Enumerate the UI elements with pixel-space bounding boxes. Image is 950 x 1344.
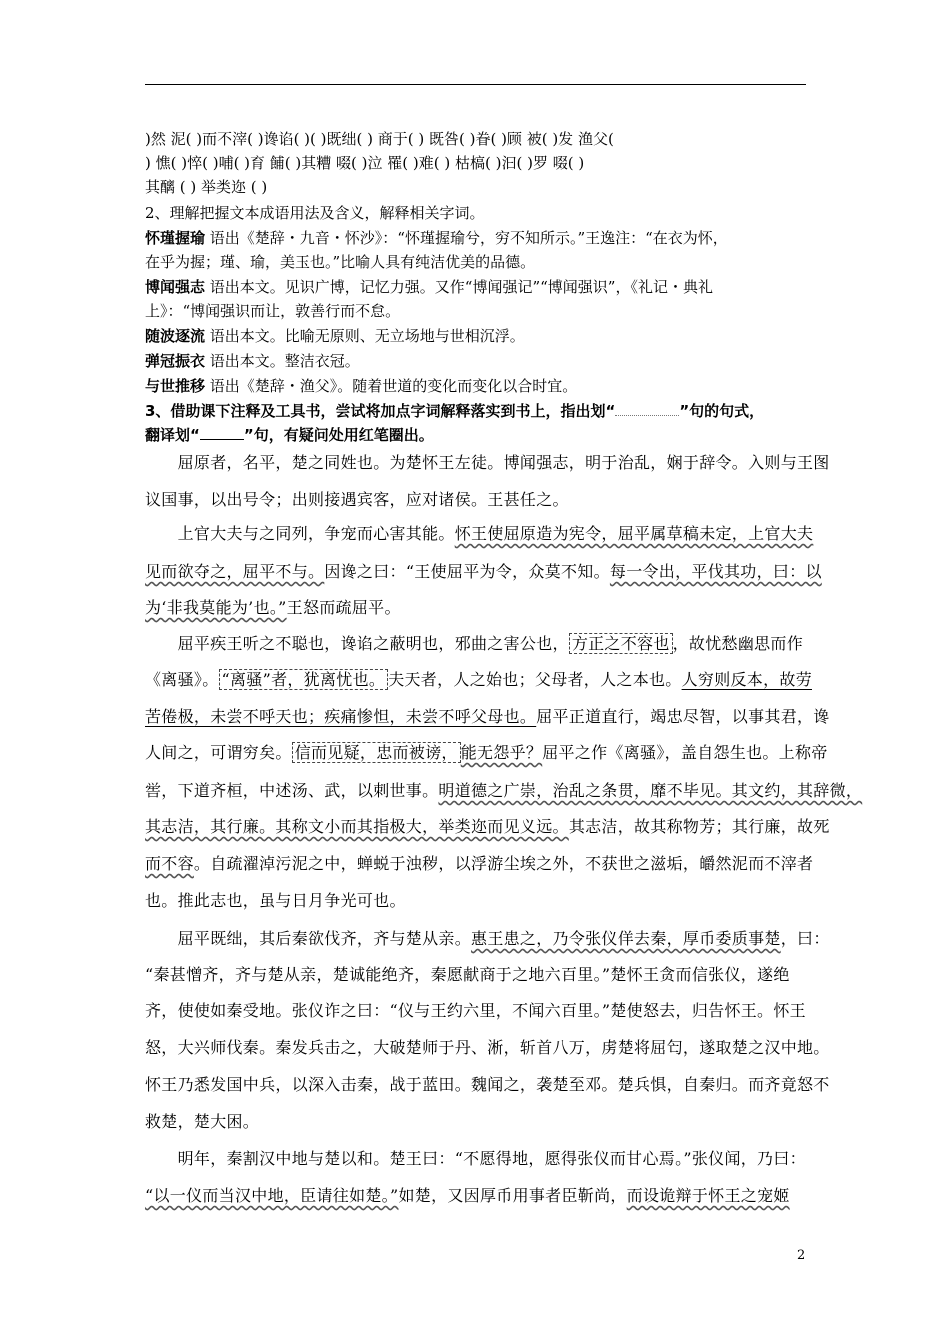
p3-text: 喾，下道齐桓，中述汤、武，以刺世事。 — [145, 781, 439, 800]
idiom-text: 语出《楚辞・九音・怀沙》：“怀瑾握瑜兮，穷不知所示。”王逸注：“在衣为怀， — [205, 229, 728, 247]
p4-text: 屈平既绌，其后秦欲伐齐，齐与楚从亲。 — [145, 929, 472, 948]
p4-line-5: 怀王乃悉发国中兵，以深入击秦，战于蓝田。魏闻之，袭楚至邓。楚兵惧，自秦归。而齐竟怒不 — [145, 1075, 830, 1094]
p3-text: 屈平正道直行，竭忠尽智，以事其君，谗 — [536, 707, 830, 726]
idiom-1 — [145, 227, 728, 249]
idiom-3 — [145, 325, 525, 347]
p3-line-5 — [145, 779, 862, 803]
idiom-term: 与世推移 — [145, 377, 206, 395]
idiom-4 — [145, 350, 360, 372]
p3-boxed: “离骚”者，犹离忧也。 — [219, 669, 389, 690]
p3-text: 夫天者，人之始也；父母者，人之本也。 — [388, 670, 682, 689]
idiom-text: 语出《楚辞・渔父》。随着世道的变化而变化以合时宜。 — [205, 377, 578, 395]
p4-line-2: “秦甚憎齐，齐与楚从亲，楚诚能绝齐，秦愿献商于之地六百里。”楚怀王贪而信张仪，遂绝 — [145, 965, 790, 984]
p2-line-1 — [145, 522, 813, 546]
solid-blank — [200, 425, 244, 440]
p3-line-7 — [145, 852, 813, 876]
p3-line-3 — [145, 705, 830, 729]
vocab-line-1: )然 泥( )而不滓( )谗谄( )( )既绌( ) 商于( ) 既咎( )眷( )顾 被( )发 渔父( — [145, 130, 614, 148]
idiom-1-cont — [145, 251, 535, 273]
idiom-text: 语出本文。整洁衣冠。 — [205, 352, 360, 370]
section3-line-1 — [145, 400, 764, 422]
p3-text: 人间之，可谓穷矣。 — [145, 743, 292, 762]
p4-line-6: 救楚，楚大困。 — [145, 1112, 260, 1131]
p3-boxed: 方正之不容也 — [569, 633, 673, 654]
p3-line-2 — [145, 668, 812, 692]
section3-line-2 — [145, 424, 434, 446]
vocab-line-3: 其醨 ( ) 举类迩 ( ) — [145, 178, 268, 196]
p4-line-3: 齐，使使如秦受地。张仪诈之曰：“仪与王约六里，不闻六百里。”楚使怒去，归告怀王。怀王 — [145, 1001, 806, 1020]
idiom-term: 博闻强志 — [145, 278, 206, 296]
p1-line-1: 屈原者，名平，楚之同姓也。为楚怀王左徒。博闻强志，明于治乱，娴于辞令。入则与王图 — [145, 453, 830, 472]
page-number: 2 — [797, 1248, 806, 1263]
header-rule — [145, 84, 806, 85]
p3-text: 。自疏濯淖污泥之中，蝉蜕于浊秽，以浮游尘埃之外，不获世之滋垢，皭然泥而不滓者 — [193, 854, 814, 873]
idiom-2-cont — [145, 300, 400, 322]
idiom-term: 随波逐流 — [145, 327, 206, 345]
p3-underlined: 苦倦极，未尝不呼天也；疾痛惨怛，未尝不呼父母也。 — [145, 707, 537, 726]
p3-underlined: 而不容 — [145, 854, 194, 873]
p4-underlined: 惠王患之，乃令张仪佯去秦，厚币委质事楚 — [471, 929, 781, 948]
section3-text: ”句的句式， — [679, 402, 765, 420]
p5-line-1: 明年，秦割汉中地与楚以和。楚王曰：“不愿得地，愿得张仪而甘心焉。”张仪闻，乃曰： — [145, 1149, 806, 1168]
idiom-text: 上》：“博闻强识而让，敦善行而不怠。 — [145, 302, 401, 320]
p2-text: 上官大夫与之同列，争宠而心害其能。 — [145, 524, 455, 543]
p2-underlined: 每一令出，平伐其功，曰：以 — [609, 562, 822, 581]
p2-text: 因谗之曰：“王使屈平为令，众莫不知。 — [324, 562, 610, 581]
p5-line-2 — [145, 1184, 790, 1208]
p3-line-6 — [145, 815, 830, 839]
p3-text: 屈平疾王听之不聪也，谗谄之蔽明也，邪曲之害公也， — [145, 634, 569, 653]
p3-line-8: 也。推此志也，虽与日月争光可也。 — [145, 891, 406, 910]
p3-line-1 — [145, 632, 803, 656]
p2-underlined: 见而欲夺之，屈平不与。 — [145, 562, 325, 581]
p5-text: 如楚，又因厚币用事者臣靳尚， — [398, 1186, 627, 1205]
p5-underlined: “以一仪而当汉中地，臣请往如楚。” — [145, 1186, 399, 1205]
p4-line-4: 怒，大兴师伐秦。秦发兵击之，大破楚师于丹、淅，斩首八万，虏楚将屈匄，遂取楚之汉中地。 — [145, 1038, 830, 1057]
section3-text: 翻译划“ — [145, 426, 200, 444]
p3-text: 屈平之作《离骚》，盖自怨生也。上称帝 — [542, 743, 828, 762]
p3-line-4 — [145, 741, 828, 765]
p3-underlined: 人穷则反本，故劳 — [681, 670, 812, 689]
vocab-line-2: ) 憔( )悴( )哺( )育 餔( )其糟 啜( )泣 罹( )难( ) 枯槁( )汩( )罗 啜( ) — [145, 154, 585, 172]
p4-line-1 — [145, 927, 830, 951]
idiom-text: 语出本文。比喻无原则、无立场地与世相沉浮。 — [205, 327, 525, 345]
idiom-text: 在乎为握；瑾、瑜，美玉也。”比喻人具有纯洁优美的品德。 — [145, 253, 536, 271]
p1-line-2: 议国事，以出号令；出则接遇宾客，应对诸侯。王甚任之。 — [145, 490, 569, 509]
p3-text: ，故忧愁幽思而作 — [672, 634, 804, 653]
p5-underlined: 而设诡辩于怀王之宠姬 — [626, 1186, 790, 1205]
p3-text: 《离骚》。 — [145, 670, 219, 689]
section3-text: 3、借助课下注释及工具书，尝试将加点字词解释落实到书上，指出划“ — [145, 402, 616, 420]
p2-text: 王怒而疏屈平。 — [286, 598, 401, 617]
p3-boxed: 信而见疑，忠而被谤， — [292, 742, 461, 763]
p3-text: 其志洁，故其称物芳；其行廉，故死 — [568, 817, 830, 836]
p2-line-2 — [145, 560, 822, 584]
idiom-5 — [145, 375, 577, 397]
idiom-term: 怀瑾握瑜 — [145, 229, 206, 247]
p3-underlined: 明道德之广崇，治乱之条贯，靡不毕见。其文约，其辞微， — [438, 781, 863, 800]
idiom-term: 弹冠振衣 — [145, 352, 206, 370]
p3-underlined: 其志洁，其行廉。其称文小而其指极大，举类迩而见义远。 — [145, 817, 569, 836]
p2-underlined: 怀王使屈原造为宪令，屈平属草稿未定，上官大夫 — [454, 524, 814, 543]
p2-line-3 — [145, 596, 401, 620]
section2-heading: 2、理解把握文本成语用法及含义，解释相关字词。 — [145, 204, 485, 222]
p2-underlined: 为‘非我莫能为’也。” — [145, 598, 287, 617]
idiom-text: 语出本文。见识广博，记忆力强。又作“博闻强记”“博闻强识”，《礼记・典礼 — [205, 278, 713, 296]
p3-underlined: 能无怨乎？ — [460, 743, 543, 762]
p4-text: ，曰： — [780, 929, 830, 948]
idiom-2 — [145, 276, 713, 298]
wavy-blank — [615, 401, 679, 416]
section3-text: ”句，有疑问处用红笔圈出。 — [243, 426, 434, 444]
